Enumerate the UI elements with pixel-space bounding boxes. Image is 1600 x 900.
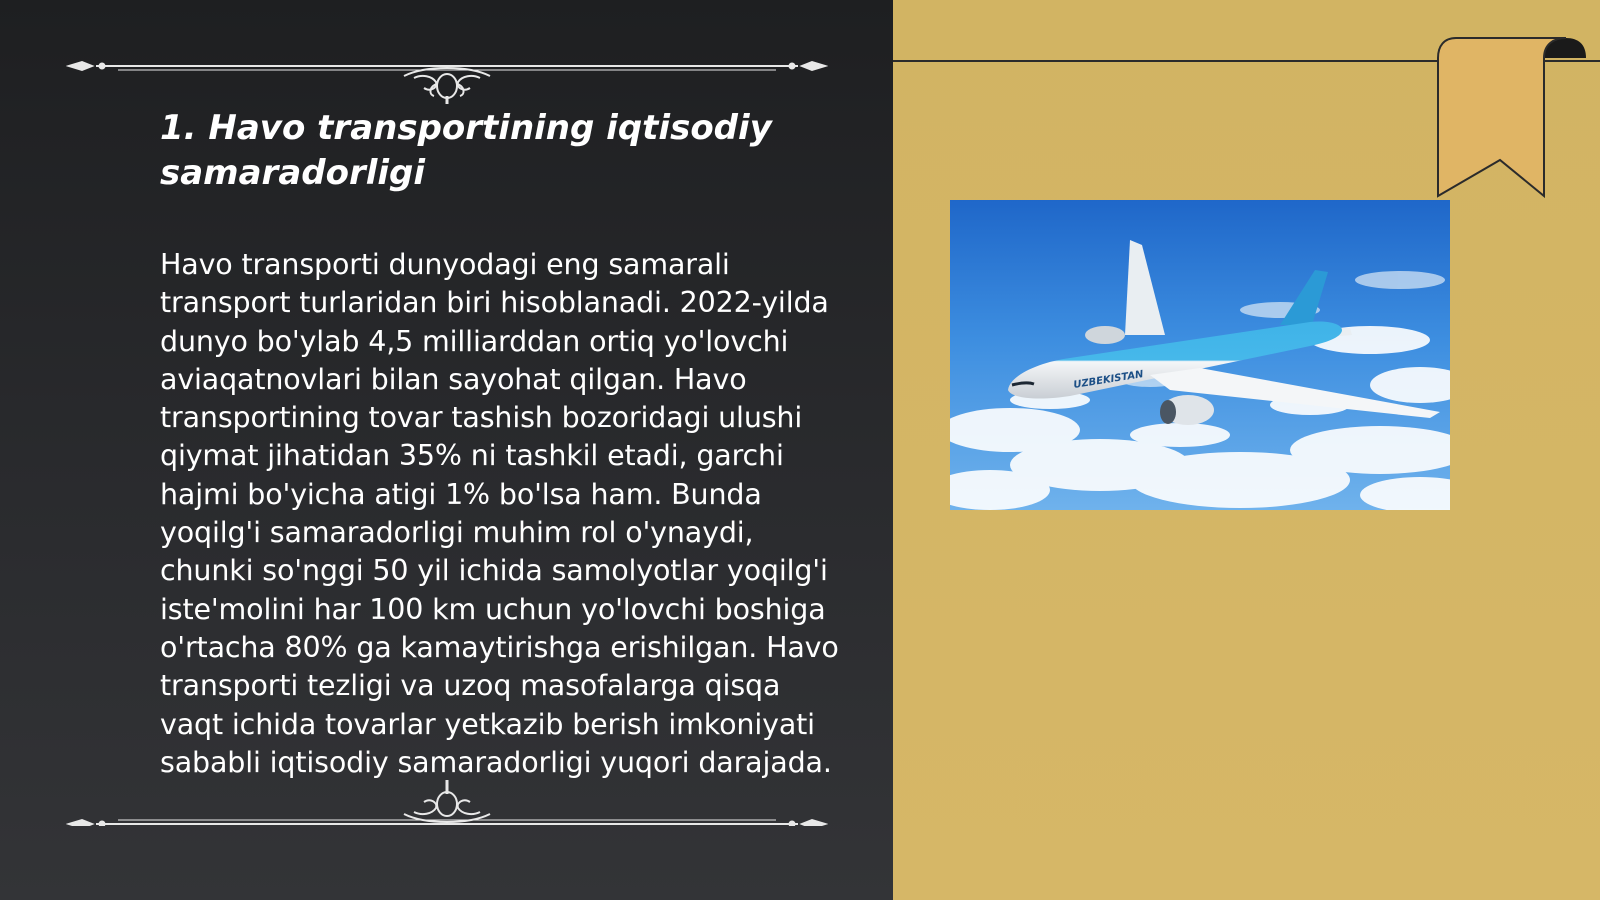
slide-body-text: Havo transporti dunyodagi eng samarali transport turlaridan biri hisoblanadi. 2022-yilda dunyo bo'ylab 4,5 milliarddan ortiq yo'lovchi aviaqatnovlari bilan sayohat qilgan. Havo transportining tovar tashish bozoridagi ulushi qiymat jihatidan 35% ni tashkil etadi, garchi hajmi bo'yicha atigi 1% bo'lsa ham. Bunda yoqilg'i samaradorligi muhim rol o'ynaydi, chunki so'nggi 50 yil ichida samolyotlar yoqilg'i iste'molini har 100 km uchun yo'lovchi boshiga o'rtacha 80% ga kamaytirishga erishilgan. Havo transporti tezligi va uzoq masofalarga qisqa vaqt ichida tovarlar yetkazib berish imkoniyati sababli iqtisodiy samaradorligi yuqori darajada. (160, 248, 839, 779)
airplane-photo (950, 200, 1450, 510)
top-ornament-divider-icon (66, 44, 828, 104)
bottom-ornament-divider-icon (66, 766, 828, 826)
bookmark-ribbon-icon (1436, 36, 1586, 202)
airplane-illustration-icon (950, 200, 1450, 510)
slide-title: 1. Havo transportining iqtisodiy samaradorligi (160, 108, 772, 193)
airline-livery-label: UZBEKISTAN (1072, 369, 1145, 391)
